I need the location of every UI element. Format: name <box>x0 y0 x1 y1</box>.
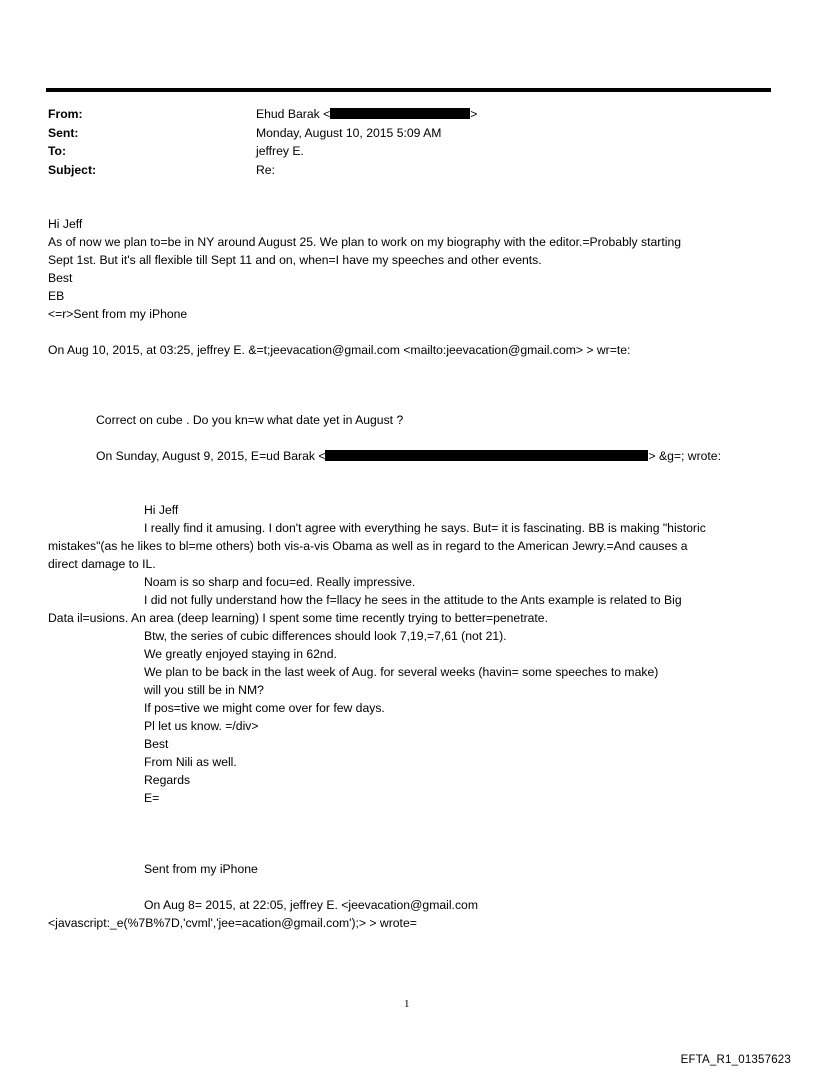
quoted-line: I really find it amusing. I don't agree with everything he says. But= it is fascinating. BB is making "historic <box>144 521 706 535</box>
from-name: Ehud Barak < <box>256 107 331 121</box>
quoted-greeting: Hi Jeff <box>144 503 179 517</box>
quoted-line: mistakes"(as he likes to bl=me others) both vis-a-vis Obama as well as in regard to the American Jewry.=And causes a <box>48 539 688 553</box>
subject-value: Re: <box>256 162 275 177</box>
page-number: 1 <box>404 998 410 1010</box>
quoted-quote-header: <javascript:_e(%7B%7D,'cvml','jee=acation@gmail.com');> > wrote= <box>48 916 417 930</box>
quoted-line: Regards <box>144 773 191 787</box>
from-close: > <box>470 107 478 121</box>
redaction-bar <box>325 450 648 461</box>
quoted-line: Btw, the series of cubic differences should look 7,19,=7,61 (not 21). <box>144 629 507 643</box>
redaction-bar <box>330 108 470 119</box>
quoted-line: We greatly enjoyed staying in 62nd. <box>144 647 337 661</box>
body-line: Sept 1st. But it's all flexible till Sept 11 and on, when=I have my speeches and other events. <box>48 253 542 267</box>
body-closing: Best <box>48 271 73 285</box>
quoted-line: will you still be in NM? <box>144 683 264 697</box>
quoted-line: E= <box>144 791 160 805</box>
body-initials: EB <box>48 289 65 303</box>
quoted-line: If pos=tive we might come over for few days. <box>144 701 385 715</box>
to-label: To: <box>48 144 67 158</box>
subject-label: Subject: <box>48 162 97 177</box>
quoted-line: I did not fully understand how the f=llacy he sees in the attitude to the Ants example is related to Big <box>144 593 682 607</box>
body-sent-from: <=r>Sent from my iPhone <box>48 307 188 321</box>
quoted-quote-header: On Aug 8= 2015, at 22:05, jeffrey E. <jeevacation@gmail.com <box>144 898 478 912</box>
quoted-line: From Nili as well. <box>144 755 237 769</box>
sent-value: Monday, August 10, 2015 5:09 AM <box>256 125 442 140</box>
body-greeting: Hi Jeff <box>48 217 83 231</box>
to-value: jeffrey E. <box>256 144 304 158</box>
reply-line: Correct on cube . Do you kn=w what date yet in August ? <box>96 413 404 427</box>
quoted-sent-from: Sent from my iPhone <box>144 862 258 876</box>
body-line: As of now we plan to=be in NY around August 25. We plan to work on my biography with the editor.=Probably starting <box>48 235 681 249</box>
quote-suffix: > &g=; wrote: <box>648 449 721 463</box>
quote-prefix: On Sunday, August 9, 2015, E=ud Barak < <box>96 449 326 463</box>
quoted-line: Noam is so sharp and focu=ed. Really impressive. <box>144 575 416 589</box>
bates-number: EFTA_R1_01357623 <box>680 1054 791 1066</box>
quoted-line: Best <box>144 737 169 751</box>
from-value <box>256 106 477 124</box>
quoted-line: direct damage to IL. <box>48 557 156 571</box>
quoted-line: We plan to be back in the last week of Aug. for several weeks (havin= some speeches to make) <box>144 665 659 679</box>
from-label: From: <box>48 107 83 121</box>
quote-header: On Aug 10, 2015, at 03:25, jeffrey E. &=t;jeevacation@gmail.com <mailto:jeevacation@gmail.com> > wr=te: <box>48 343 631 357</box>
quoted-line: Pl let us know. =/div> <box>144 719 259 733</box>
sent-label: Sent: <box>48 125 79 140</box>
header-rule <box>46 88 771 92</box>
quoted-line: Data il=usions. An area (deep learning) I spent some time recently trying to better=penetrate. <box>48 611 548 625</box>
quote-header-2 <box>96 448 721 466</box>
